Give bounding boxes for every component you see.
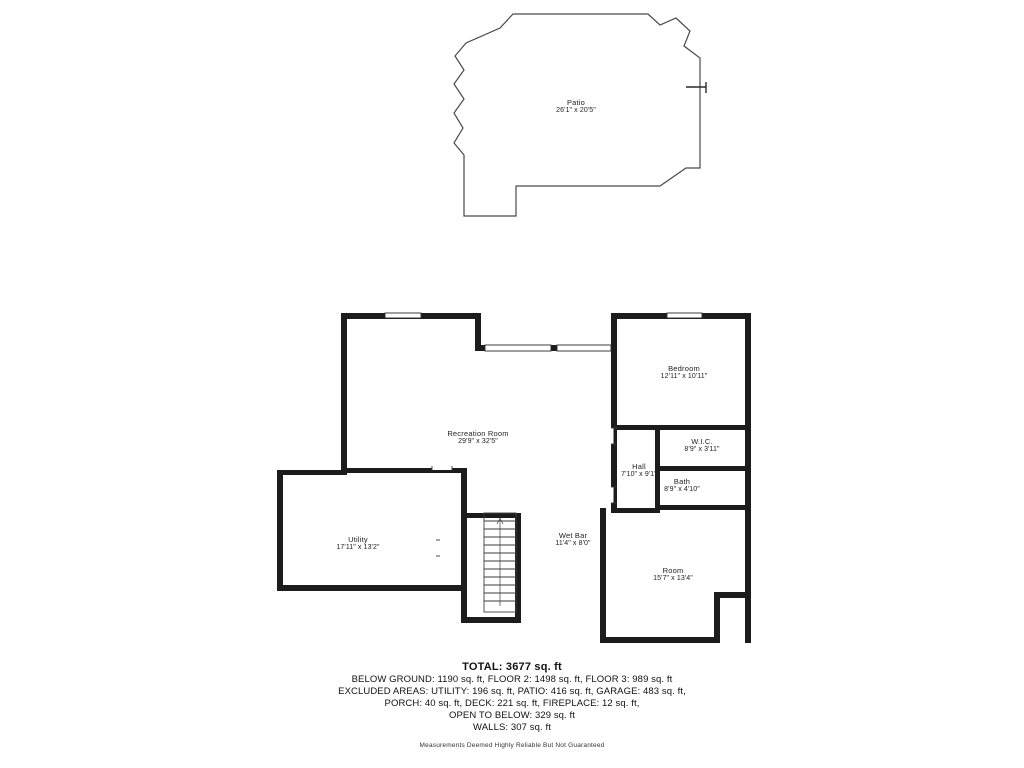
room-dims: 29'9" x 32'5" — [458, 438, 498, 446]
room-label-recreation-room — [408, 429, 548, 447]
room-dims: 7'10" x 9'1" — [621, 471, 657, 479]
room-label-room — [613, 566, 733, 584]
room-name: Utility — [348, 535, 368, 544]
stair-treads — [484, 513, 516, 612]
room-name: Recreation Room — [447, 429, 509, 438]
room-label-bath — [636, 477, 728, 495]
room-label-bedroom — [624, 364, 744, 382]
room-label-wic — [652, 437, 752, 455]
room-label-utility — [298, 535, 418, 553]
area-summary — [0, 661, 1024, 733]
room-name: Wet Bar — [558, 531, 588, 540]
summary-line-3: PORCH: 40 sq. ft, DECK: 221 sq. ft, FIREPLACE: 12 sq. ft, — [384, 698, 640, 709]
room-name: Room — [662, 566, 684, 575]
summary-line-5: WALLS: 307 sq. ft — [473, 722, 551, 733]
room-name: Hall — [632, 462, 646, 471]
room-dims: 12'11" x 10'11" — [660, 373, 708, 381]
room-dims: 17'11" x 13'2" — [336, 544, 380, 552]
room-dims: 8'9" x 4'10" — [664, 486, 700, 494]
total-area: TOTAL: 3677 sq. ft — [462, 661, 562, 673]
patio-door-marker — [686, 82, 706, 93]
room-name: Patio — [566, 98, 586, 107]
room-label-wet-bar — [523, 531, 623, 549]
summary-line-1: BELOW GROUND: 1190 sq. ft, FLOOR 2: 1498 sq. ft, FLOOR 3: 989 sq. ft — [351, 674, 673, 685]
summary-line-2: EXCLUDED AREAS: UTILITY: 196 sq. ft, PATIO: 416 sq. ft, GARAGE: 483 sq. ft, — [338, 686, 686, 697]
room-dims: 8'9" x 3'11" — [684, 446, 720, 454]
room-label-patio — [506, 98, 646, 116]
disclaimer-text: Measurements Deemed Highly Reliable But Not Guaranteed — [419, 742, 605, 749]
room-name: Bedroom — [668, 364, 700, 373]
room-dims: 15'7" x 13'4" — [653, 575, 693, 583]
room-name: Bath — [673, 477, 691, 486]
room-name: W.I.C. — [691, 437, 713, 446]
summary-line-4: OPEN TO BELOW: 329 sq. ft — [448, 710, 576, 721]
room-dims: 26'1" x 20'5" — [556, 107, 596, 115]
room-dims: 11'4" x 8'0" — [555, 540, 591, 548]
